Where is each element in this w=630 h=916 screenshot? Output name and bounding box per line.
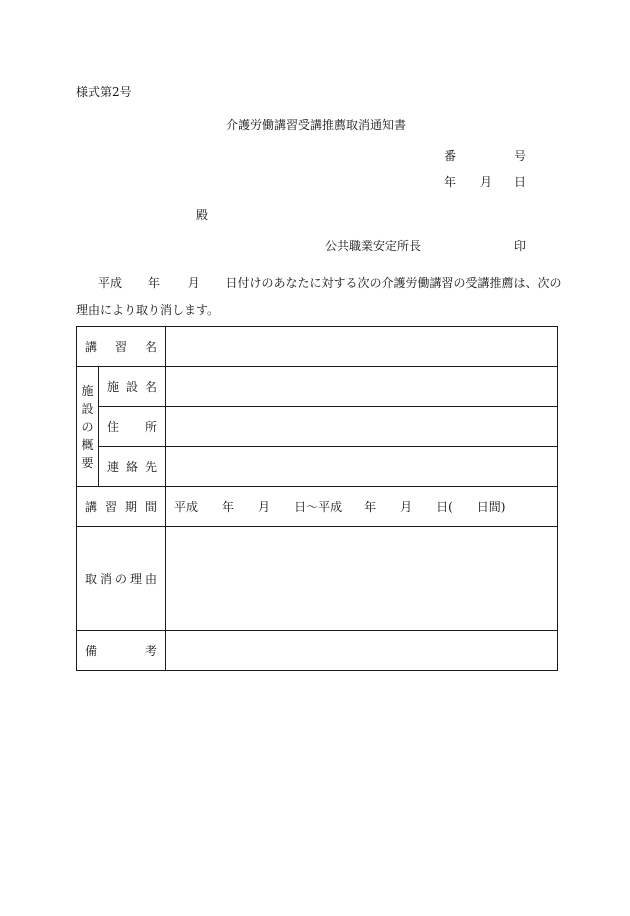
period-month-2: 月 [400,500,413,514]
period-days: 日間) [476,500,506,514]
body-year: 年 [147,276,160,290]
address-label: 住 所 [99,407,166,447]
body-era: 平成 [98,276,123,290]
row-remarks [77,631,558,671]
date-char-day: 日 [514,175,527,189]
address-field[interactable] [166,407,558,447]
body-month: 月 [187,276,200,290]
facility-name-field[interactable] [166,367,558,407]
body-line-2: 理由により取り消します。 [76,303,220,317]
number-char-go: 号 [514,149,527,163]
period-label: 講 習 期 間 [77,487,166,527]
body-line-1 [98,277,562,289]
period-field[interactable] [166,487,558,527]
row-reason [77,527,558,631]
date-char-year: 年 [444,175,457,189]
row-course-name [77,327,558,367]
period-day-2: 日( [436,500,453,514]
form-number: 様式第2号 [76,85,132,99]
reason-field[interactable] [166,527,558,631]
contact-label: 連 絡 先 [99,447,166,487]
row-address [77,407,558,447]
period-era-1: 平成 [174,500,199,514]
reason-label: 取 消 の 理 由 [77,527,166,631]
remarks-field[interactable] [166,631,558,671]
facility-overview-label: 施 設 の 概 要 [77,367,99,487]
period-year-1: 年 [222,500,235,514]
facility-name-label: 施 設 名 [99,367,166,407]
course-name-label: 講 習 名 [77,327,166,367]
row-period [77,487,558,527]
body-text-rest: 日付けのあなたに対する次の介護労働講習の受講推薦は、次の [225,276,562,290]
notice-form-table [76,326,558,671]
number-char-ban: 番 [444,149,457,163]
date-char-month: 月 [480,175,493,189]
document-title: 介護労働講習受講推薦取消通知書 [226,118,407,132]
contact-field[interactable] [166,447,558,487]
row-facility-name [77,367,558,407]
period-year-2: 年 [364,500,377,514]
seal-mark: 印 [514,239,527,253]
issuer-title: 公共職業安定所長 [325,239,422,253]
addressee-suffix: 殿 [196,208,209,222]
period-day-1: 日〜平成 [294,500,343,514]
course-name-field[interactable] [166,327,558,367]
row-contact [77,447,558,487]
remarks-label: 備 考 [77,631,166,671]
period-month-1: 月 [258,500,271,514]
